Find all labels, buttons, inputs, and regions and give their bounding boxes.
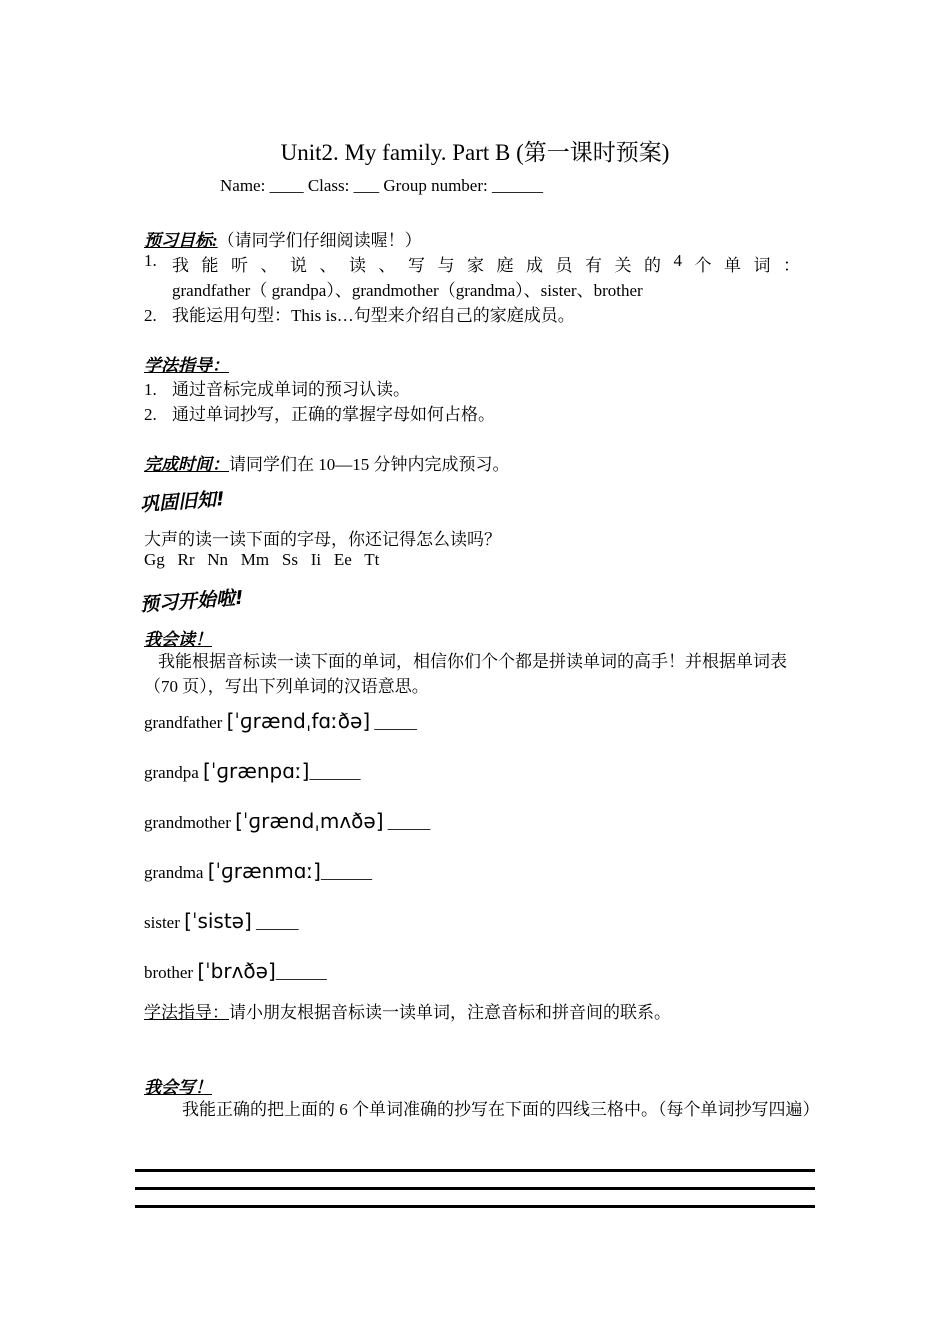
- goal-char: 成: [526, 256, 543, 275]
- goal-char: 读: [349, 256, 366, 275]
- goal-char: 的: [644, 256, 661, 275]
- method-item-2: 2. 通过单词抄写，正确的掌握字母如何占格。: [144, 405, 495, 424]
- word-row: [144, 709, 417, 733]
- ipa: [ˈbrʌðə]: [197, 959, 276, 983]
- student-info-line: Name: ____ Class: ___ Group number: ______: [220, 176, 543, 195]
- time-heading: 完成时间：: [144, 455, 229, 474]
- word-row: [144, 909, 299, 933]
- goal-char: 4: [673, 251, 682, 270]
- answer-blank: _____: [374, 713, 417, 732]
- write-instruction: 我能正确的把上面的 6 个单词准确的抄写在下面的四线三格中。（每个单词抄写四遍）: [182, 1100, 820, 1119]
- goal-char: 、: [260, 256, 278, 275]
- ipa: [ˈɡrændˌfɑːðə]: [226, 709, 371, 733]
- ipa: [ˈɡrænmɑː]: [207, 859, 321, 883]
- goal-char: ：: [783, 256, 800, 275]
- goal-char: 庭: [496, 256, 514, 275]
- goal-char: 与: [437, 256, 455, 275]
- answer-blank: ______: [321, 863, 372, 882]
- time-row: [144, 450, 510, 475]
- read-heading: 我会读！: [144, 630, 212, 649]
- answer-blank: ______: [309, 763, 361, 782]
- word: grandfather: [144, 713, 223, 732]
- goal-char: 说: [290, 256, 307, 275]
- page-title: Unit2. My family. Part B (第一课时预案): [280, 140, 670, 165]
- word: sister: [144, 913, 180, 932]
- review-heading: 巩固旧知!: [139, 488, 226, 516]
- goal-char: 听: [231, 256, 248, 275]
- goal-char: 词: [753, 256, 771, 275]
- goal-char: 员: [555, 256, 573, 275]
- ipa: [ˈɡrænpɑː]: [203, 759, 310, 783]
- goals-item-1-number: 1.: [144, 251, 157, 270]
- start-heading: 预习开始啦!: [139, 586, 245, 616]
- word: grandpa: [144, 763, 199, 782]
- review-prompt: 大声的读一读下面的字母，你还记得怎么读吗？: [144, 530, 501, 549]
- goals-item-1-words: grandfather（ grandpa）、grandmother（grandma）、sister、brother: [172, 281, 643, 300]
- goal-char: 、: [378, 256, 396, 275]
- writing-line-bottom: [135, 1205, 815, 1208]
- word-row: [144, 809, 430, 833]
- goals-item-1-text: [172, 251, 800, 276]
- goals-heading-row: [144, 226, 422, 251]
- goal-char: 、: [319, 256, 337, 275]
- ipa: [ˈsistə]: [184, 909, 252, 933]
- review-letters: Gg Rr Nn Mm Ss Ii Ee Tt: [144, 550, 380, 569]
- goals-item-2: 2. 我能运用句型：This is…句型来介绍自己的家庭成员。: [144, 306, 575, 325]
- method-item-1: 1. 通过音标完成单词的预习认读。: [144, 380, 410, 399]
- goals-note: （请同学们仔细阅读喔！）: [217, 231, 422, 250]
- goal-char: 家: [467, 256, 484, 275]
- goals-heading: 预习目标:: [144, 231, 218, 250]
- read-tip-text: 请小朋友根据音标读一读单词，注意音标和拼音间的联系。: [229, 1003, 671, 1022]
- answer-blank: _____: [256, 913, 299, 932]
- ipa: [ˈɡrændˌmʌðə]: [235, 809, 384, 833]
- goal-char: 单: [724, 256, 741, 275]
- word: grandmother: [144, 813, 231, 832]
- goal-char: 能: [201, 256, 219, 275]
- writing-line-top: [135, 1169, 815, 1172]
- answer-blank: ______: [275, 963, 327, 982]
- goal-char: 写: [408, 256, 425, 275]
- word-row: [144, 859, 372, 883]
- method-heading: 学法指导：: [144, 356, 229, 375]
- read-instruction: 我能根据音标读一读下面的单词，相信你们个个都是拼读单词的高手！并根据单词表（70 页），写出下列单词的汉语意思。: [144, 652, 787, 696]
- goal-char: 个: [694, 256, 712, 275]
- goal-char: 关: [614, 256, 632, 275]
- word: brother: [144, 963, 194, 982]
- word-row: [144, 959, 327, 983]
- read-tip-heading: 学法指导：: [144, 1003, 229, 1022]
- write-heading: 我会写！: [144, 1078, 212, 1097]
- read-tip-row: [144, 998, 671, 1023]
- answer-blank: _____: [387, 813, 431, 832]
- time-text: 请同学们在 10—15 分钟内完成预习。: [229, 455, 510, 474]
- goal-char: 我: [172, 256, 189, 275]
- word-row: [144, 759, 360, 783]
- goal-char: 有: [585, 256, 602, 275]
- word: grandma: [144, 863, 204, 882]
- writing-line-middle: [135, 1187, 815, 1190]
